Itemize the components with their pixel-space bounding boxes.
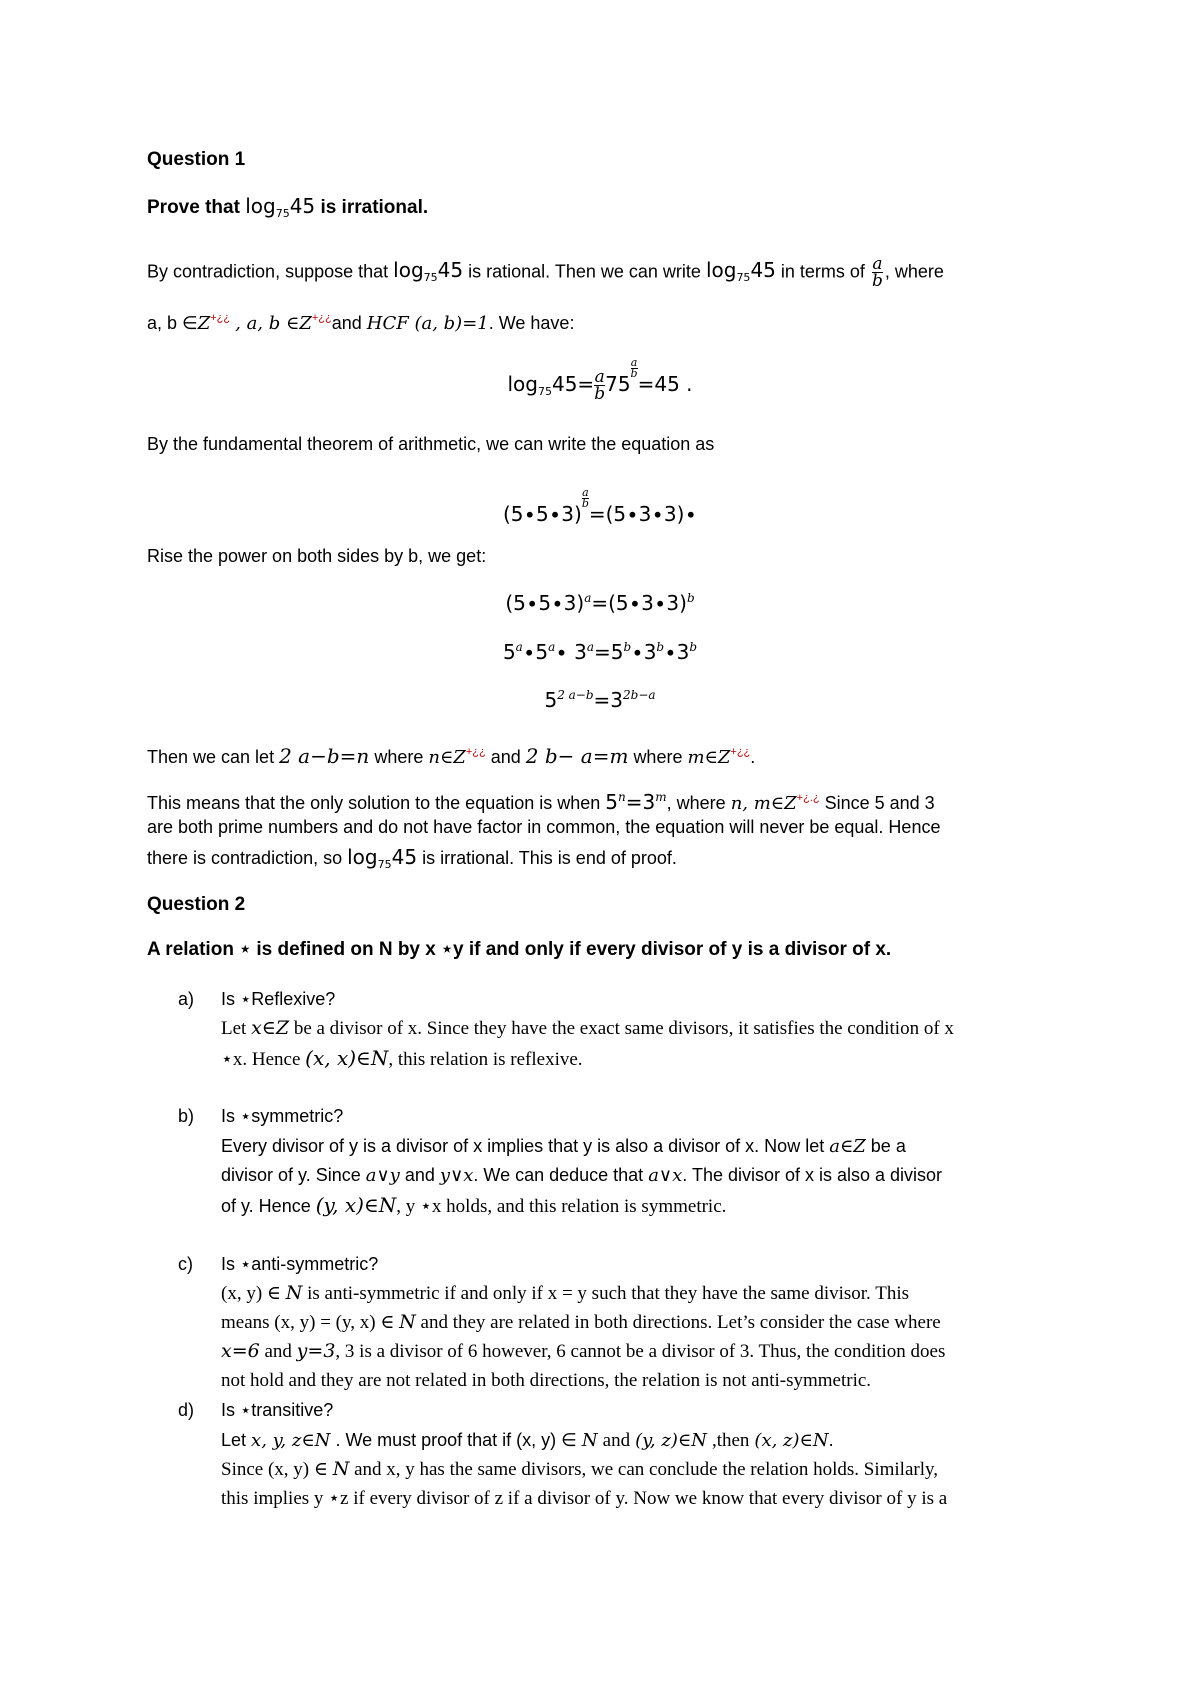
equation-2: (5∙5∙3) $\frac{a}{b}$ =(5∙3∙3)∙: [503, 486, 697, 526]
part-a-label: a): [178, 989, 195, 1009]
part-c-line-3: x=6 and y=3, 3 is a divisor of 6 however, 6 cannot be a divisor of 3. Thus, the condition does: [221, 1340, 946, 1362]
question-1-prompt: Prove that $\log_{75}45$ is irrational.: [147, 194, 429, 220]
q1-line-8: there is contradiction, so $\log_{75}45$ is irrational. This is end of proof.: [147, 845, 677, 871]
part-c-line-4: not hold and they are not related in both directions, the relation is not anti-symmetric.: [221, 1370, 872, 1391]
part-c-label: c): [178, 1254, 193, 1274]
part-d-title: Is ⋆transitive?: [221, 1400, 334, 1420]
part-b-line-1: Every divisor of y is a divisor of x implies that y is also a divisor of x. Now let a∈Z be a: [221, 1136, 906, 1157]
part-b-line-2: divisor of y. Since a∨y and y∨x. We can deduce that a∨x. The divisor of x is also a divisor: [221, 1165, 943, 1186]
part-c-line-2: means (x, y) = (y, x) ∈ N and they are related in both directions. Let’s consider the case where: [221, 1311, 941, 1333]
question-2-heading: Question 2: [147, 894, 246, 915]
q1-line-6: This means that the only solution to the equation is when $5^n=3^m$, where n, m∈Z+¿.¿ Since 5 and 3: [147, 790, 935, 814]
part-a-line-2: ⋆x. Hence (x, x)∈N, this relation is reflexive.: [221, 1046, 583, 1070]
equation-5: $5^{2 a-b}=3^{2b-a}$: [544, 688, 656, 712]
question-2-prompt: A relation ⋆ is defined on N by x ⋆y if and only if every divisor of y is a divisor of x.: [147, 939, 892, 960]
part-a-line-1: Let x∈Z be a divisor of x. Since they have the exact same divisors, it satisfies the condition of x: [221, 1017, 954, 1039]
part-d-label: d): [178, 1400, 195, 1420]
q1-line-1: By contradiction, suppose that $\log_{75}45$ is rational. Then we can write $\log_{75}45$ in terms of $\frac{a}{b}$ , where: [147, 254, 944, 291]
q1-line-2: a, b ∈Z+¿¿ , a, b ∈Z+¿¿and HCF (a, b)=1. We have:: [147, 312, 575, 334]
part-b-line-3: of y. Hence (y, x)∈N, y ⋆x holds, and this relation is symmetric.: [221, 1193, 727, 1217]
part-a-title: Is ⋆Reflexive?: [221, 989, 336, 1009]
part-d-line-2: Since (x, y) ∈ N and x, y has the same divisors, we can conclude the relation holds. Similarly,: [221, 1458, 938, 1480]
equation-3: $(5\cdot 5\cdot 3)^a=(5\cdot 3\cdot 3)^b$: [505, 591, 695, 615]
part-b-label: b): [178, 1106, 195, 1126]
part-b-title: Is ⋆symmetric?: [221, 1106, 344, 1126]
equation-4: $5^a\cdot 5^a\cdot 3^a=5^b\cdot 3^b\cdot 3^b$: [502, 640, 698, 664]
question-1-heading: Question 1: [147, 149, 246, 170]
part-d-line-3: this implies y ⋆z if every divisor of z if a divisor of y. Now we know that every divisor of y is a: [221, 1488, 948, 1509]
equation-1: $\log_{75}45=$ $\frac{a}{b}$ 75 $\frac{a}{b}$ =45 .: [507, 356, 693, 405]
part-c-line-1: (x, y) ∈ N is anti-symmetric if and only if x = y such that they have the same divisor. This: [221, 1282, 909, 1304]
q1-line-4: Rise the power on both sides by b, we get:: [147, 546, 487, 566]
part-c-title: Is ⋆anti-symmetric?: [221, 1254, 379, 1274]
q1-line-5: Then we can let 2 a−b=n where n∈Z+¿¿ and 2 b− a=m where m∈Z+¿¿.: [147, 744, 756, 768]
fraction-a-over-b: $\frac{a}{b}$: [871, 254, 883, 291]
q1-line-7: are both prime numbers and do not have factor in common, the equation will never be equal. Hence: [147, 817, 941, 837]
q1-line-3: By the fundamental theorem of arithmetic, we can write the equation as: [147, 434, 715, 454]
part-d-line-1: Let x, y, z∈N . We must proof that if (x, y) ∈ N and (y, z)∈N ,then (x, z)∈N.: [221, 1430, 834, 1451]
